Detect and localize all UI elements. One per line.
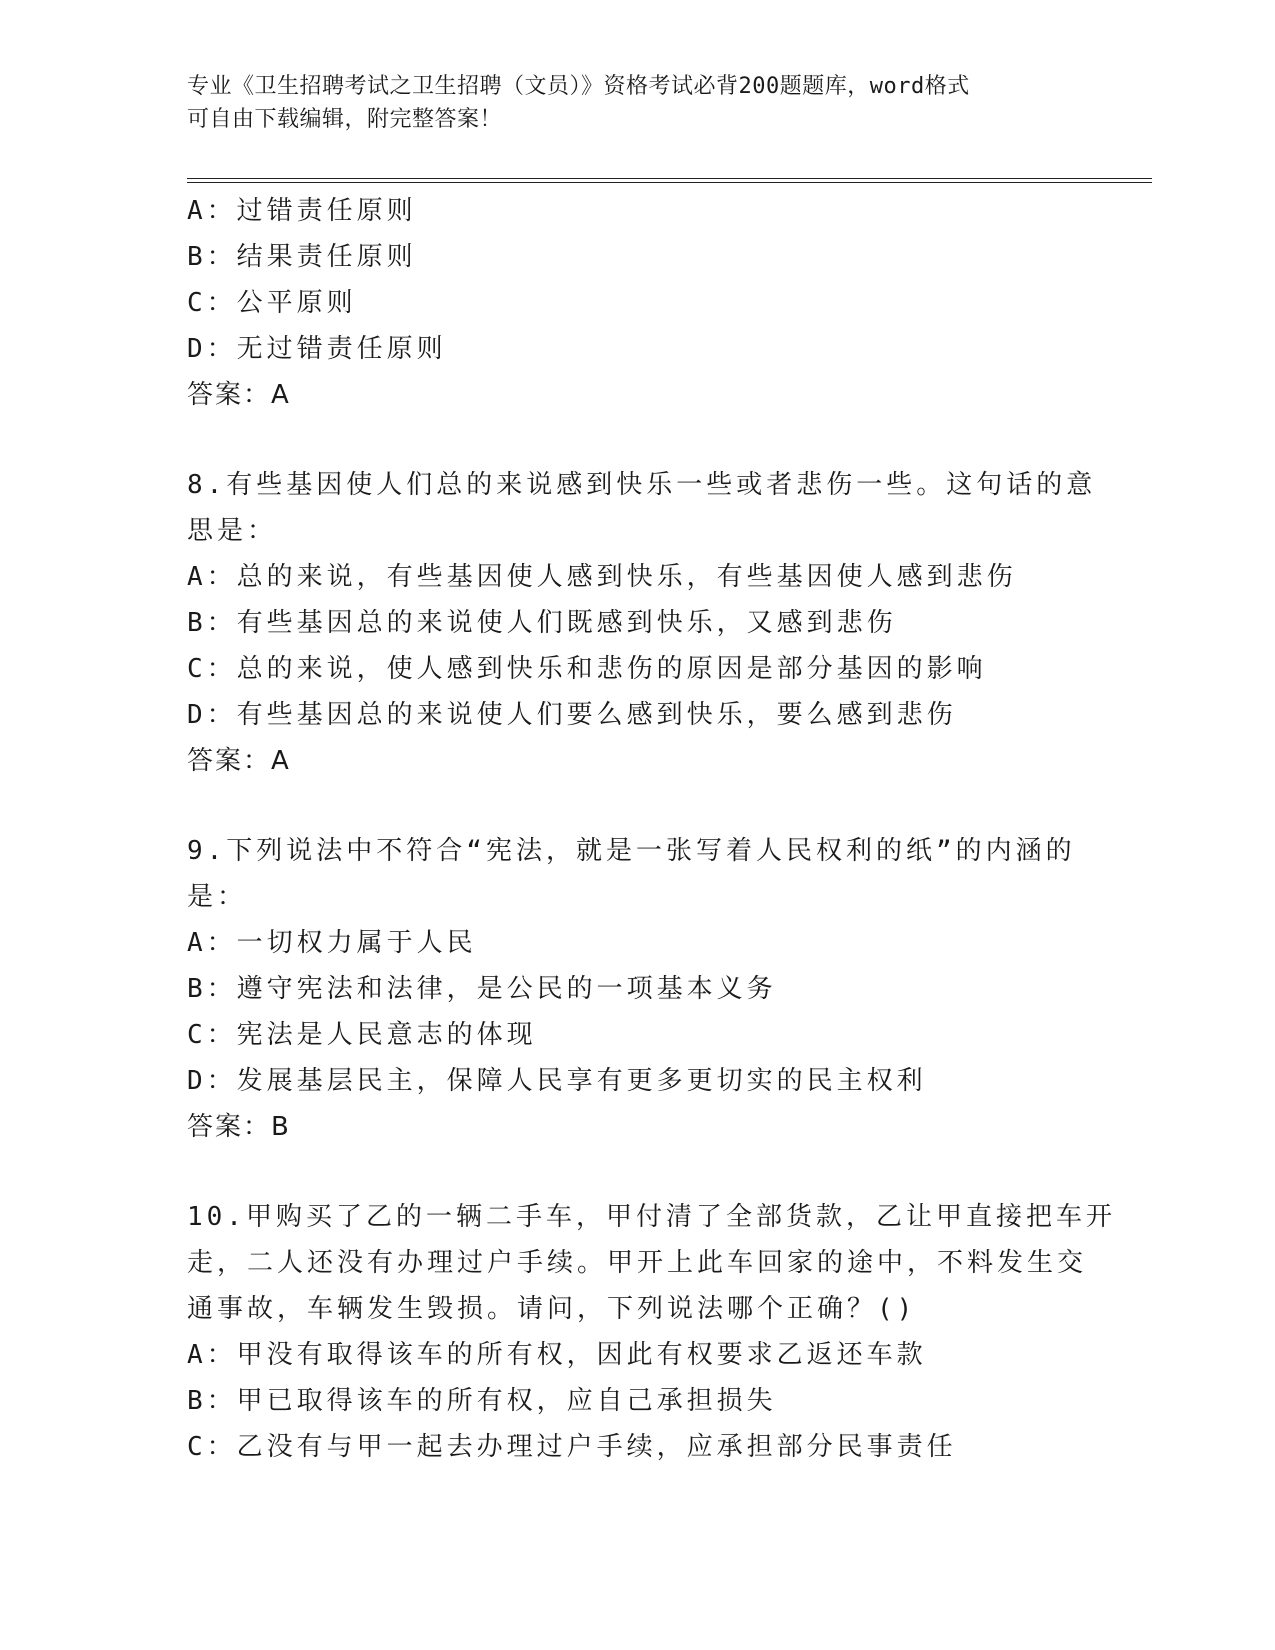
question-block-7 bbox=[187, 188, 1087, 418]
question-stem: 10.甲购买了乙的一辆二手车，甲付清了全部货款，乙让甲直接把车开 bbox=[187, 1202, 1116, 1232]
option-a: A：甲没有取得该车的所有权，因此有权要求乙返还车款 bbox=[187, 1340, 927, 1370]
question-block-9 bbox=[187, 828, 1087, 1150]
option-b: B：遵守宪法和法律，是公民的一项基本义务 bbox=[187, 974, 777, 1004]
option-a: A：过错责任原则 bbox=[187, 196, 417, 226]
question-stem: 走，二人还没有办理过户手续。甲开上此车回家的途中，不料发生交 bbox=[187, 1248, 1088, 1278]
option-b: B：甲已取得该车的所有权，应自己承担损失 bbox=[187, 1386, 777, 1416]
answer-line: 答案：A bbox=[187, 380, 291, 410]
option-a: A：总的来说，有些基因使人感到快乐，有些基因使人感到悲伤 bbox=[187, 562, 1017, 592]
answer-line: 答案：B bbox=[187, 1112, 291, 1142]
header-line-2: 可自由下载编辑，附完整答案！ bbox=[187, 107, 503, 132]
header-divider-bottom bbox=[187, 182, 1152, 183]
option-c: C：公平原则 bbox=[187, 288, 357, 318]
option-d: D：有些基因总的来说使人们要么感到快乐，要么感到悲伤 bbox=[187, 700, 957, 730]
option-a: A：一切权力属于人民 bbox=[187, 928, 477, 958]
question-stem: 9.下列说法中不符合“宪法，就是一张写着人民权利的纸”的内涵的 bbox=[187, 836, 1076, 866]
option-b: B：结果责任原则 bbox=[187, 242, 417, 272]
question-stem: 8.有些基因使人们总的来说感到快乐一些或者悲伤一些。这句话的意 bbox=[187, 470, 1097, 500]
document-body bbox=[187, 188, 1116, 1470]
option-d: D：无过错责任原则 bbox=[187, 334, 447, 364]
header-divider-top bbox=[187, 178, 1152, 179]
option-c: C：总的来说，使人感到快乐和悲伤的原因是部分基因的影响 bbox=[187, 654, 987, 684]
header-line-1: 专业《卫生招聘考试之卫生招聘（文员）》资格考试必背200题题库，word格式 bbox=[187, 74, 970, 99]
option-b: B：有些基因总的来说使人们既感到快乐，又感到悲伤 bbox=[187, 608, 897, 638]
question-stem: 思是： bbox=[187, 516, 278, 546]
question-stem: 通事故，车辆发生毁损。请问，下列说法哪个正确？() bbox=[187, 1294, 917, 1324]
question-stem: 是： bbox=[187, 882, 248, 912]
option-c: C：乙没有与甲一起去办理过户手续，应承担部分民事责任 bbox=[187, 1432, 957, 1462]
question-block-8 bbox=[187, 462, 1097, 784]
answer-line: 答案：A bbox=[187, 746, 291, 776]
option-c: C：宪法是人民意志的体现 bbox=[187, 1020, 537, 1050]
document-header bbox=[187, 70, 1087, 136]
question-block-10 bbox=[187, 1194, 1116, 1470]
option-d: D：发展基层民主，保障人民享有更多更切实的民主权利 bbox=[187, 1066, 927, 1096]
